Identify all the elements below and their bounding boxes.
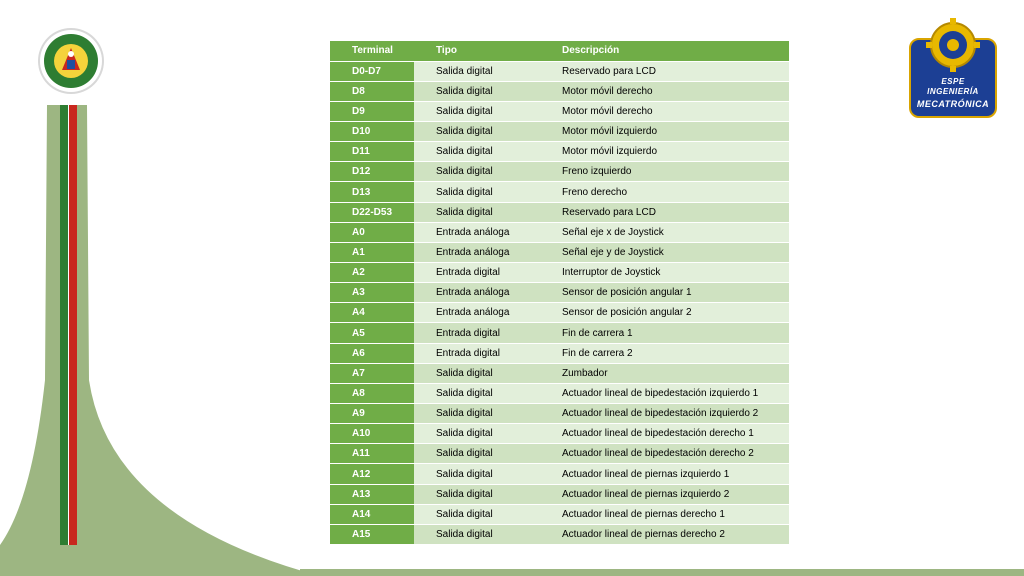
descripcion-cell: Freno izquierdo — [540, 162, 789, 182]
descripcion-cell: Motor móvil derecho — [540, 81, 789, 101]
descripcion-cell: Motor móvil izquierdo — [540, 122, 789, 142]
terminal-cell: A14 — [330, 504, 414, 524]
tipo-cell: Salida digital — [414, 404, 540, 424]
terminal-cell: D9 — [330, 101, 414, 121]
terminal-cell: A7 — [330, 363, 414, 383]
tipo-cell: Salida digital — [414, 504, 540, 524]
header-descripcion: Descripción — [540, 41, 789, 61]
mecatronica-logo — [909, 15, 997, 119]
green-curve-shape — [0, 105, 320, 576]
tipo-cell: Salida digital — [414, 162, 540, 182]
terminal-cell: D0-D7 — [330, 61, 414, 81]
table-row — [330, 61, 789, 81]
table-row — [330, 222, 789, 242]
terminal-cell: A6 — [330, 343, 414, 363]
terminal-cell: A8 — [330, 383, 414, 403]
table-row — [330, 444, 789, 464]
descripcion-cell: Reservado para LCD — [540, 202, 789, 222]
descripcion-cell: Actuador lineal de piernas derecho 1 — [540, 504, 789, 524]
tipo-cell: Entrada análoga — [414, 242, 540, 262]
terminal-cell: A5 — [330, 323, 414, 343]
tipo-cell: Entrada digital — [414, 343, 540, 363]
table-body — [330, 61, 789, 544]
table-row — [330, 383, 789, 403]
tipo-cell: Salida digital — [414, 524, 540, 544]
table-row — [330, 464, 789, 484]
terminal-cell: D10 — [330, 122, 414, 142]
table-row — [330, 81, 789, 101]
terminal-cell: A12 — [330, 464, 414, 484]
mecatronica-line3: MECATRÓNICA — [916, 99, 990, 109]
terminal-cell: D13 — [330, 182, 414, 202]
header-tipo: Tipo — [414, 41, 540, 61]
table-row — [330, 303, 789, 323]
mecatronica-line2: INGENIERÍA — [927, 87, 979, 96]
mecatronica-line1: ESPE — [941, 77, 965, 86]
descripcion-cell: Actuador lineal de piernas izquierdo 1 — [540, 464, 789, 484]
table-row — [330, 524, 789, 544]
descripcion-cell: Sensor de posición angular 1 — [540, 283, 789, 303]
descripcion-cell: Motor móvil derecho — [540, 101, 789, 121]
descripcion-cell: Sensor de posición angular 2 — [540, 303, 789, 323]
descripcion-cell: Actuador lineal de piernas derecho 2 — [540, 524, 789, 544]
terminal-table-container — [330, 41, 789, 545]
table-row — [330, 182, 789, 202]
tipo-cell: Salida digital — [414, 383, 540, 403]
descripcion-cell: Señal eje y de Joystick — [540, 242, 789, 262]
tipo-cell: Entrada análoga — [414, 303, 540, 323]
tipo-cell: Salida digital — [414, 101, 540, 121]
terminal-cell: D8 — [330, 81, 414, 101]
table-row — [330, 263, 789, 283]
terminal-cell: A15 — [330, 524, 414, 544]
table-row — [330, 404, 789, 424]
table-row — [330, 484, 789, 504]
tipo-cell: Salida digital — [414, 444, 540, 464]
table-row — [330, 101, 789, 121]
descripcion-cell: Freno derecho — [540, 182, 789, 202]
tipo-cell: Salida digital — [414, 182, 540, 202]
table-header-row — [330, 41, 789, 61]
table-row — [330, 202, 789, 222]
white-stripe — [68, 105, 69, 545]
descripcion-cell: Zumbador — [540, 363, 789, 383]
descripcion-cell: Actuador lineal de piernas izquierdo 2 — [540, 484, 789, 504]
terminal-cell: A4 — [330, 303, 414, 323]
table-row — [330, 162, 789, 182]
descripcion-cell: Fin de carrera 2 — [540, 343, 789, 363]
tipo-cell: Salida digital — [414, 142, 540, 162]
terminal-cell: A2 — [330, 263, 414, 283]
tipo-cell: Salida digital — [414, 122, 540, 142]
descripcion-cell: Actuador lineal de bipedestación izquierdo 2 — [540, 404, 789, 424]
header-terminal: Terminal — [330, 41, 414, 61]
bottom-strip — [300, 569, 1024, 576]
descripcion-cell: Señal eje x de Joystick — [540, 222, 789, 242]
table-row — [330, 242, 789, 262]
table-row — [330, 504, 789, 524]
tipo-cell: Salida digital — [414, 202, 540, 222]
tipo-cell: Salida digital — [414, 363, 540, 383]
espe-logo — [40, 30, 102, 92]
terminal-cell: A9 — [330, 404, 414, 424]
terminal-cell: D11 — [330, 142, 414, 162]
table-row — [330, 323, 789, 343]
terminal-table — [330, 41, 789, 545]
tipo-cell: Entrada análoga — [414, 283, 540, 303]
descripcion-cell: Fin de carrera 1 — [540, 323, 789, 343]
terminal-cell: A0 — [330, 222, 414, 242]
table-row — [330, 424, 789, 444]
tipo-cell: Salida digital — [414, 81, 540, 101]
table-row — [330, 283, 789, 303]
descripcion-cell: Motor móvil izquierdo — [540, 142, 789, 162]
tipo-cell: Salida digital — [414, 424, 540, 444]
table-row — [330, 122, 789, 142]
descripcion-cell: Actuador lineal de bipedestación izquierdo 1 — [540, 383, 789, 403]
dark-green-stripe — [60, 105, 68, 545]
descripcion-cell: Actuador lineal de bipedestación derecho 2 — [540, 444, 789, 464]
tipo-cell: Salida digital — [414, 484, 540, 504]
terminal-cell: D22-D53 — [330, 202, 414, 222]
red-stripe — [69, 105, 77, 545]
terminal-cell: A3 — [330, 283, 414, 303]
tipo-cell: Salida digital — [414, 61, 540, 81]
table-row — [330, 343, 789, 363]
descripcion-cell: Actuador lineal de bipedestación derecho 1 — [540, 424, 789, 444]
terminal-cell: D12 — [330, 162, 414, 182]
tipo-cell: Entrada digital — [414, 323, 540, 343]
terminal-cell: A11 — [330, 444, 414, 464]
tipo-cell: Entrada digital — [414, 263, 540, 283]
table-row — [330, 363, 789, 383]
tipo-cell: Salida digital — [414, 464, 540, 484]
descripcion-cell: Reservado para LCD — [540, 61, 789, 81]
terminal-cell: A1 — [330, 242, 414, 262]
table-row — [330, 142, 789, 162]
espe-seal-icon — [40, 30, 102, 92]
terminal-cell: A13 — [330, 484, 414, 504]
descripcion-cell: Interruptor de Joystick — [540, 263, 789, 283]
tipo-cell: Entrada análoga — [414, 222, 540, 242]
terminal-cell: A10 — [330, 424, 414, 444]
